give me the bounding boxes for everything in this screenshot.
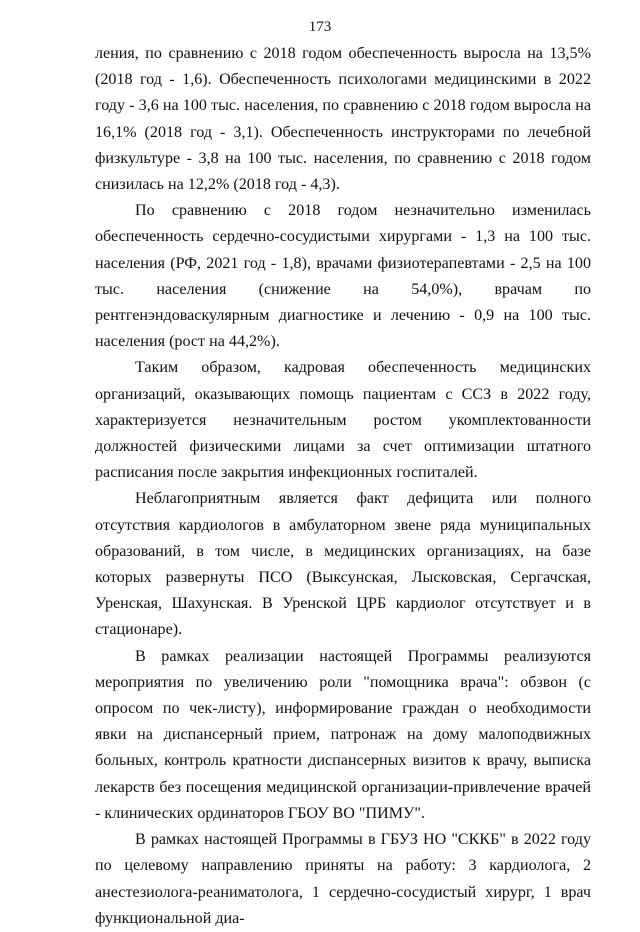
- paragraph-continued: ления, по сравнению с 2018 годом обеспеченность выросла на 13,5% (2018 год - 1,6). Обеспеченность психологами медицинскими в 2022 году - 3,6 на 100 тыс. населения, по сравнению с 2018 годом выросла на 16,1% (2018 год - 3,1). Обеспеченность инструкторами по лечебной физкультуре - 3,8 на 100 тыс. населения, по сравнению с 2018 годом снизилась на 12,2% (2018 год - 4,3).: [95, 45, 591, 194]
- paragraph-deficit: Неблагоприятным является факт дефицита или полного отсутствия кардиологов в амбулаторном звене ряда муниципальных образований, в том числе, в медицинских организациях, на базе которых развернуты ПСО (Выксунская, Лысковская, Сергачская, Уренская, Шахунская. В Уренской ЦРБ кардиолог отсутствует и в стационаре).: [95, 490, 591, 639]
- page-number: 173: [308, 19, 332, 35]
- body-text: [95, 41, 591, 932]
- paragraph-program-measures: В рамках реализации настоящей Программы реализуются мероприятия по увеличению роли "помощника врача": обзвон (с опросом по чек-листу), информирование граждан о необходимости явки на диспансерный прием, патронаж на дому малоподвижных больных, контроль кратности диспансерных визитов к врачу, выписка лекарств без посещения медицинской организации-привлечение врачей - клинических ординаторов ГБОУ ВО "ПИМУ".: [95, 647, 591, 822]
- paragraph-specialists: По сравнению с 2018 годом незначительно изменилась обеспеченность сердечно-сосудистыми хирургами - 1,3 на 100 тыс. населения (РФ, 2021 год - 1,8), врачами физиотерапевтами - 2,5 на 100 тыс. населения (снижение на 54,0%), врачам по рентгенэндоваскулярным диагностике и лечению - 0,9 на 100 тыс. населения (рост на 44,2%).: [95, 202, 591, 351]
- paragraph-summary: Таким образом, кадровая обеспеченность медицинских организаций, оказывающих помощь пациентам с ССЗ в 2022 году, характеризуется незначительным ростом укомплектованности должностей физическими лицами за счет оптимизации штатного расписания после закрытия инфекционных госпиталей.: [95, 359, 591, 482]
- paragraph-hiring: В рамках настоящей Программы в ГБУЗ НО "СККБ" в 2022 году по целевому направлению приняты на работу: 3 кардиолога, 2 анестезиолога-реаниматолога, 1 сердечно-сосудистый хирург, 1 врач функциональной диа-: [95, 831, 591, 927]
